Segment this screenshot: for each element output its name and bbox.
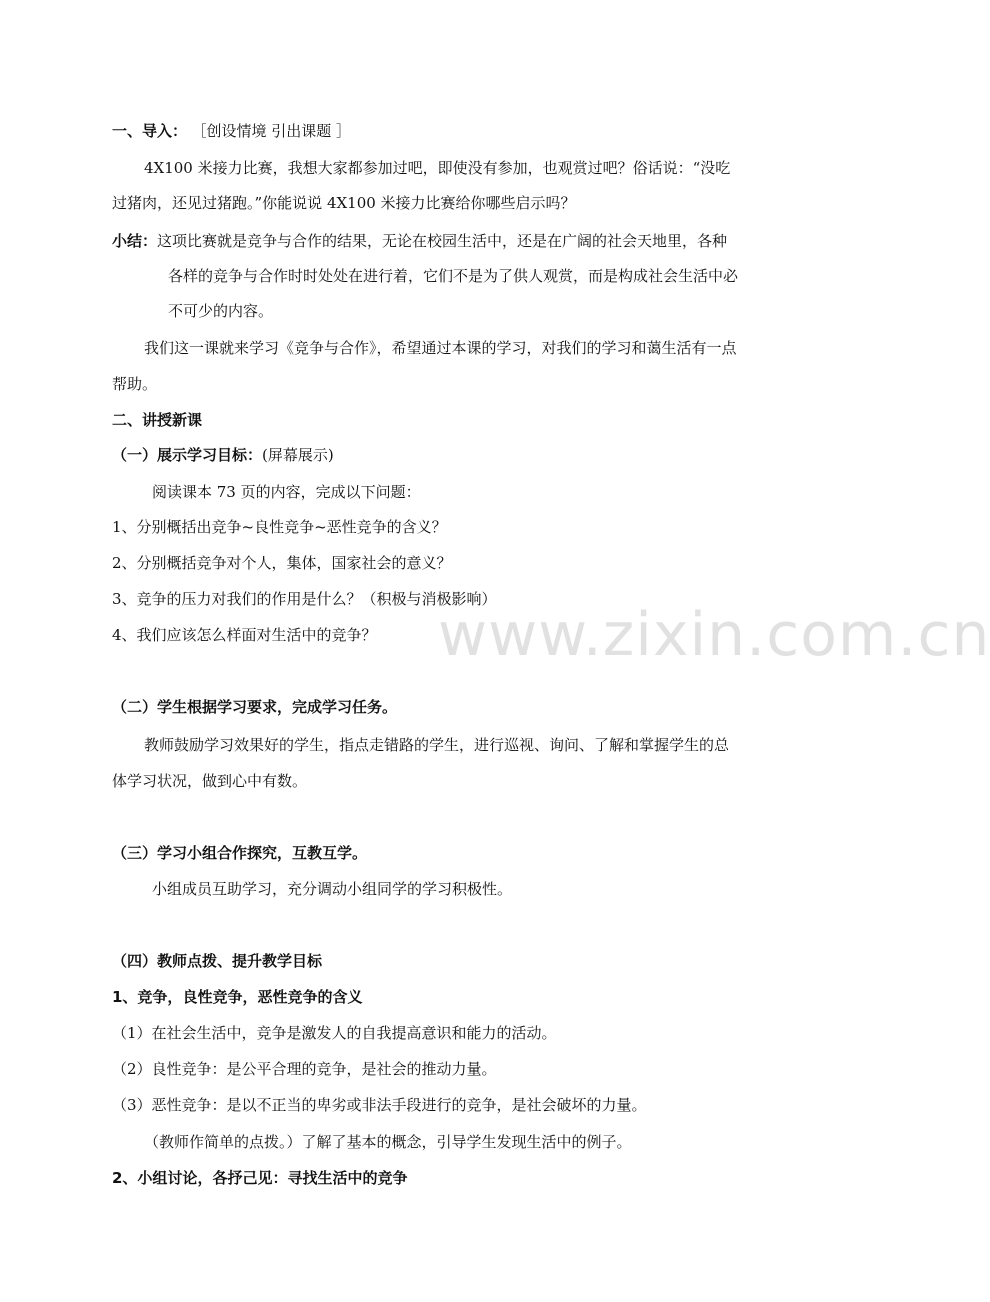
section-1-heading-line	[112, 445, 334, 465]
definition-3: （3）恶性竞争：是以不正当的卑劣或非法手段进行的竞争，是社会破坏的力量。	[112, 1096, 647, 1114]
teacher-note: （教师作简单的点拨。）了解了基本的概念，引导学生发现生活中的例子。	[144, 1133, 632, 1151]
summary-line-1	[112, 231, 727, 251]
question-3: 3、竞争的压力对我们的作用是什么？（积极与消极影响）	[112, 590, 497, 608]
question-2: 2、分别概括竞争对个人，集体，国家社会的意义？	[112, 554, 452, 572]
section-2-heading: （二）学生根据学习要求，完成学习任务。	[112, 698, 398, 716]
definition-2: （2）良性竞争：是公平合理的竞争，是社会的推动力量。	[112, 1060, 497, 1078]
section-4-heading: （四）教师点拨、提升教学目标	[112, 952, 323, 970]
section-1-note: (屏幕展示)	[262, 446, 334, 464]
intro-heading-line	[112, 121, 351, 141]
summary-line-3: 不可少的内容。	[168, 302, 274, 320]
watermark: www.zixin.com.cn	[438, 600, 990, 670]
intro-paragraph-2-line-1: 我们这一课就来学习《竞争与合作》，希望通过本课的学习，对我们的学习和蔼生活有一点	[144, 339, 737, 357]
intro-heading: 一、导入：	[112, 122, 188, 140]
question-1: 1、分别概括出竞争~良性竞争~恶性竞争的含义？	[112, 518, 447, 536]
section-3-heading: （三）学习小组合作探究，互教互学。	[112, 844, 368, 862]
intro-paragraph-line-1: 4X100 米接力比赛，我想大家都参加过吧，即使没有参加，也观赏过吧？俗话说：“没吃	[144, 159, 731, 177]
section-2-line-1: 教师鼓励学习效果好的学生，指点走错路的学生，进行巡视、询问、了解和掌握学生的总	[144, 736, 730, 754]
summary-text-1: 这项比赛就是竞争与合作的结果，无论在校园生活中，还是在广阔的社会天地里，各种	[157, 232, 728, 250]
intro-paragraph-line-2: 过猪肉，还见过猪跑。”你能说说 4X100 米接力比赛给你哪些启示吗？	[112, 194, 576, 212]
intro-bracket: ［创设情境 引出课题 ］	[199, 122, 352, 140]
summary-line-2: 各样的竞争与合作时时处处在进行着，它们不是为了供人观赏，而是构成社会生活中必	[168, 267, 739, 285]
section-1-intro: 阅读课本 73 页的内容，完成以下问题：	[152, 483, 421, 501]
summary-label: 小结：	[112, 232, 158, 250]
section-1-heading: （一）展示学习目标：	[112, 446, 263, 464]
section-2-line-2: 体学习状况，做到心中有数。	[112, 772, 308, 790]
question-4: 4、我们应该怎么样面对生活中的竞争？	[112, 626, 377, 644]
section-4-item-1-heading: 1、竞争，良性竞争，恶性竞争的含义	[112, 988, 363, 1006]
intro-paragraph-2-line-2: 帮助。	[112, 375, 158, 393]
definition-1: （1）在社会生活中，竞争是激发人的自我提高意识和能力的活动。	[112, 1024, 557, 1042]
section-4-item-2-heading: 2、小组讨论，各抒己见：寻找生活中的竞争	[112, 1169, 408, 1187]
lesson-heading: 二、讲授新课	[112, 411, 203, 429]
section-3-line-1: 小组成员互助学习，充分调动小组同学的学习积极性。	[152, 880, 513, 898]
